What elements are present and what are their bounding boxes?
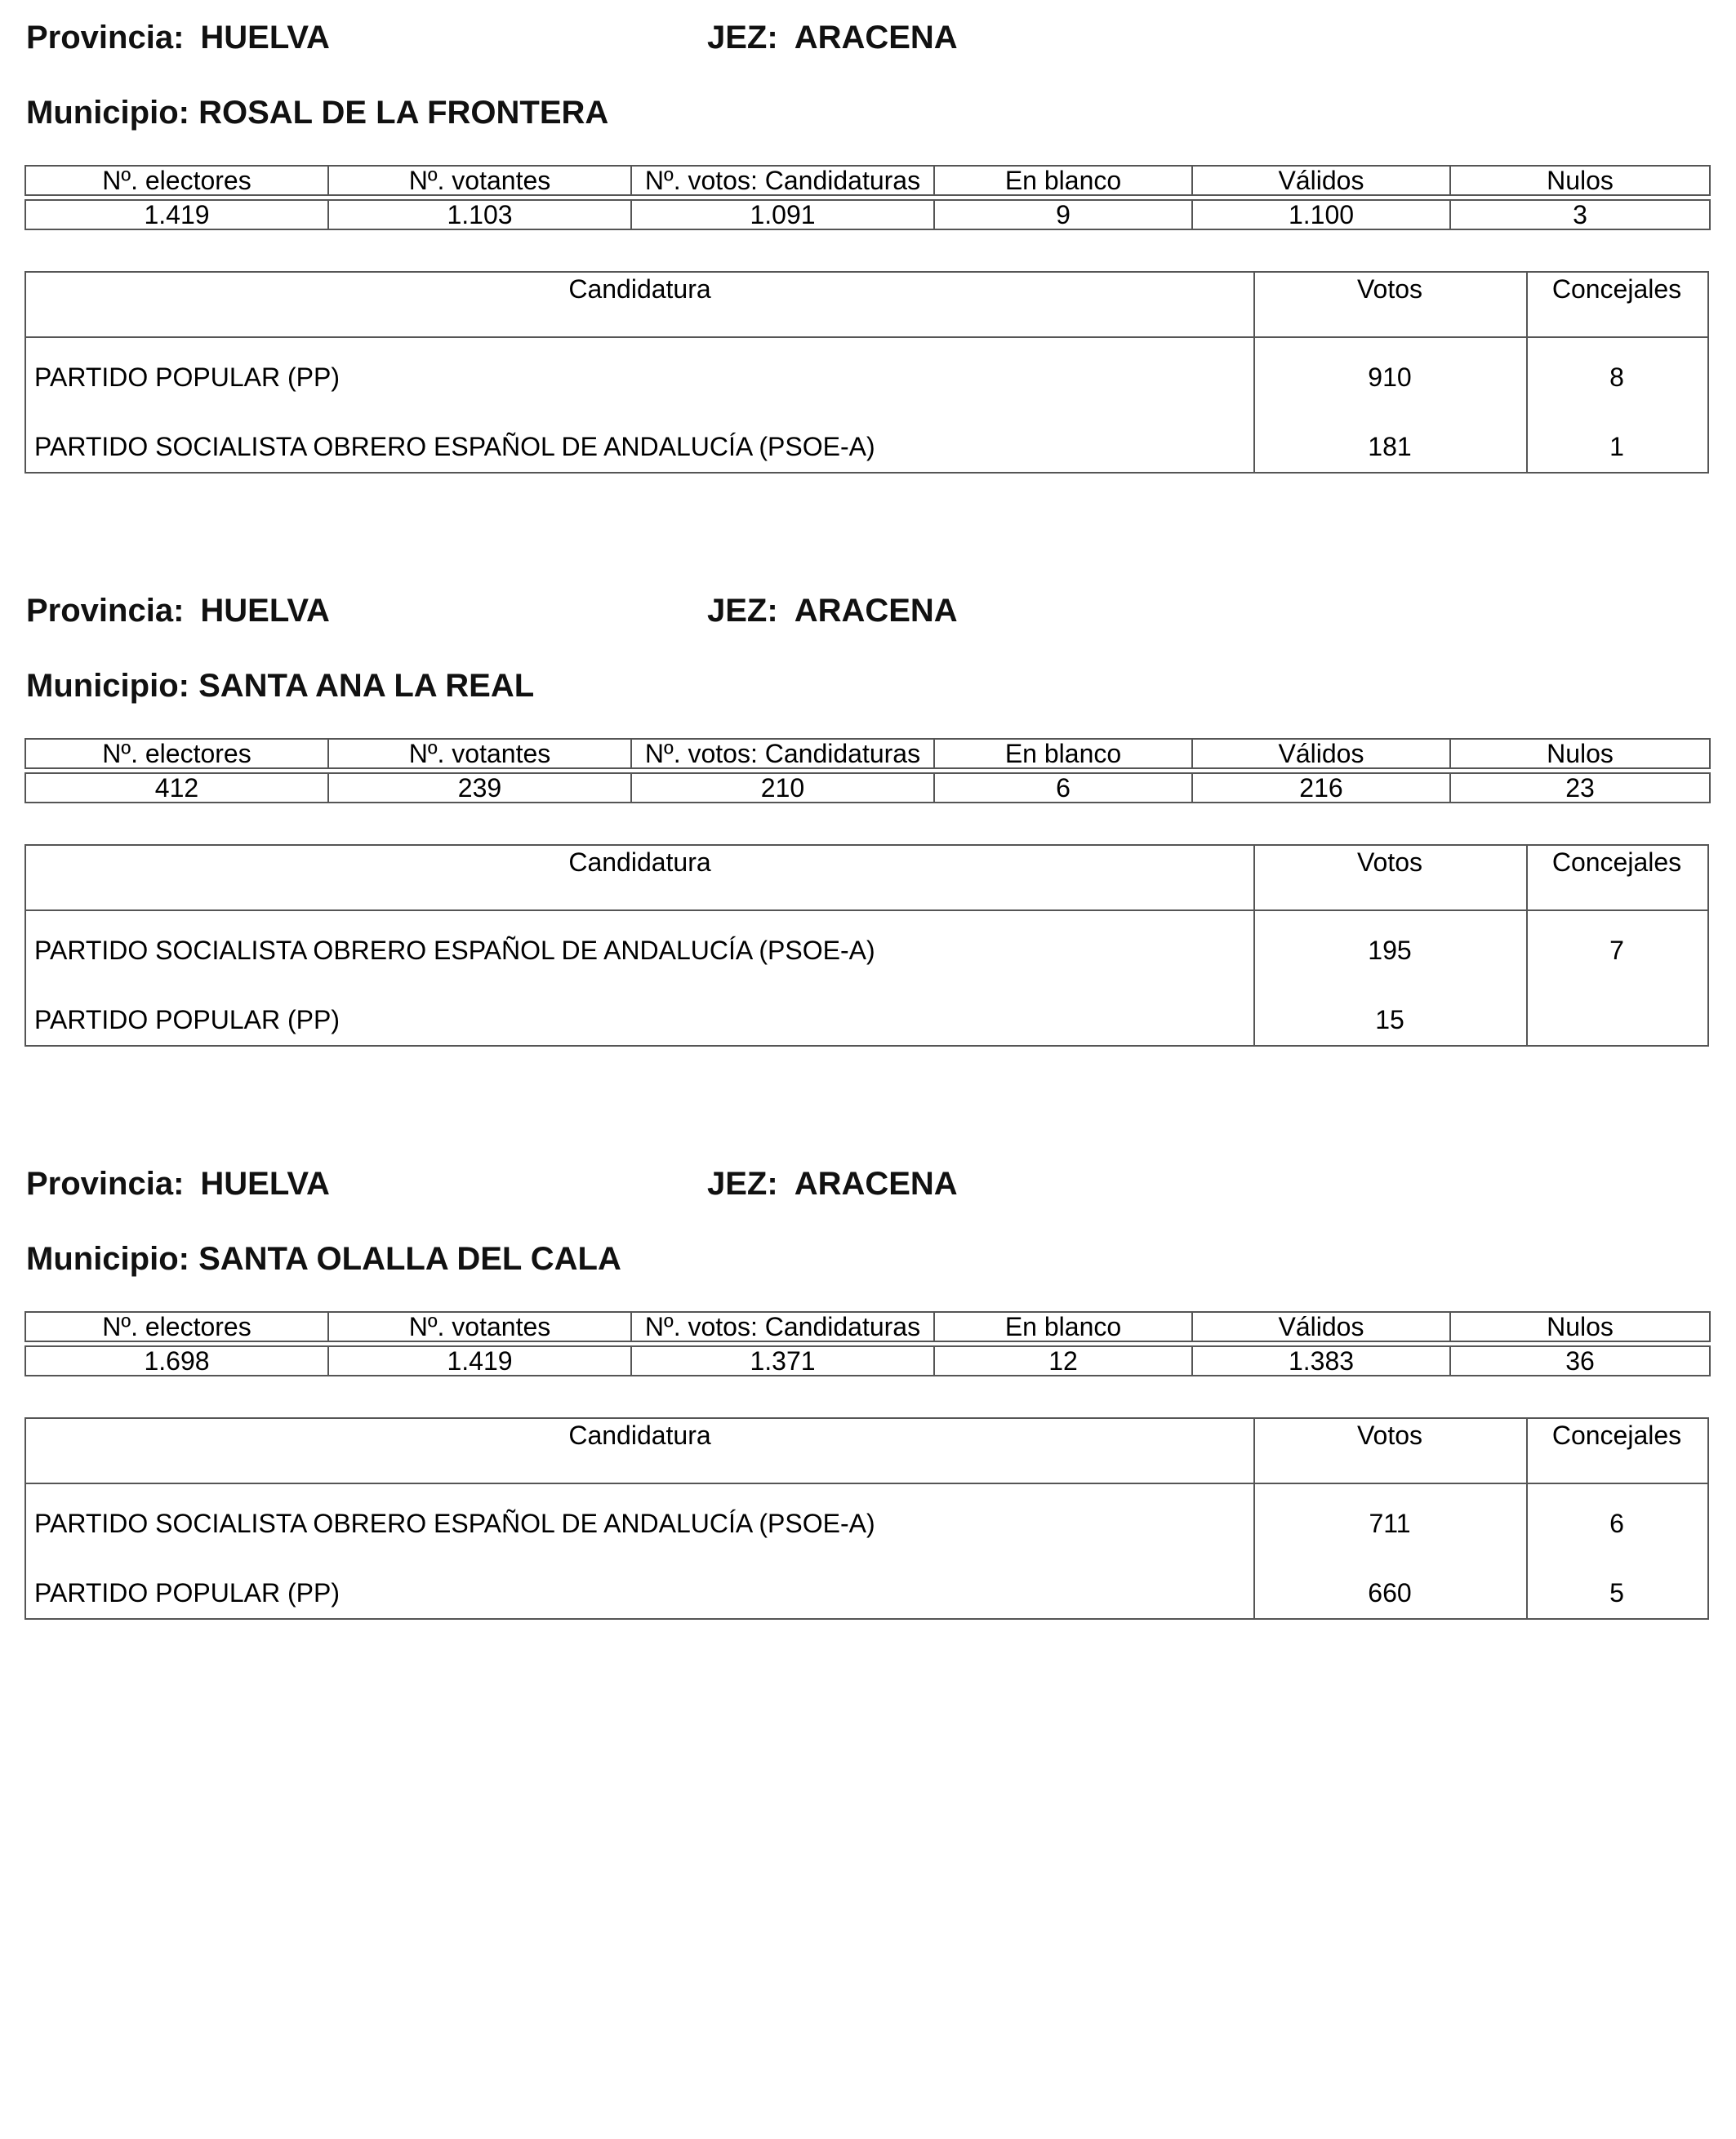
provincia-heading [26, 1167, 330, 1200]
municipio-value: SANTA ANA LA REAL [198, 668, 535, 704]
header-divider [26, 336, 1707, 338]
stats-value-en-blanco: 9 [934, 200, 1192, 229]
municipio-label: Municipio: [26, 1241, 189, 1277]
provincia-label: Provincia: [26, 1166, 185, 1202]
candidatura-votos: 195 [1368, 936, 1412, 965]
stats-value-votantes: 239 [328, 773, 631, 803]
municipio-section [0, 573, 1736, 1145]
candidatura-votos: 15 [1375, 1005, 1404, 1034]
stats-value-votos-candidaturas: 1.371 [631, 1346, 934, 1376]
stats-value-votantes: 1.103 [328, 200, 631, 229]
candidatura-votos: 910 [1368, 362, 1412, 392]
candidatura-votos: 181 [1368, 432, 1412, 461]
votos-header: Votos [1356, 1421, 1423, 1450]
stats-value-en-blanco: 12 [934, 1346, 1192, 1376]
stats-header-validos: Válidos [1192, 166, 1450, 195]
stats-header-validos: Válidos [1192, 739, 1450, 768]
candidatura-row [26, 361, 1707, 394]
stats-value-votos-candidaturas: 1.091 [631, 200, 934, 229]
candidatura-name: PARTIDO POPULAR (PP) [34, 1005, 340, 1034]
stats-header-votantes: Nº. votantes [328, 739, 631, 768]
candidatura-row [26, 1507, 1707, 1540]
municipio-label: Municipio: [26, 668, 189, 704]
candidatura-row [26, 1003, 1707, 1036]
municipio-section [0, 0, 1736, 571]
candidaturas-table [24, 1417, 1709, 1620]
votos-header: Votos [1356, 847, 1423, 877]
stats-header-validos: Válidos [1192, 1312, 1450, 1341]
jez-label: JEZ: [707, 1166, 778, 1202]
stats-value-row [25, 773, 1710, 803]
concejales-header: Concejales [1551, 274, 1682, 304]
candidatura-votos: 711 [1369, 1509, 1411, 1538]
jez-value: ARACENA [794, 20, 958, 56]
stats-header-en-blanco: En blanco [934, 1312, 1192, 1341]
candidatura-concejales: 5 [1609, 1578, 1624, 1608]
jez-value: ARACENA [794, 593, 958, 629]
votos-header: Votos [1356, 274, 1423, 304]
provincia-label: Provincia: [26, 593, 185, 629]
stats-value-row [25, 200, 1710, 229]
candidatura-row [26, 934, 1707, 967]
municipio-heading [26, 1243, 621, 1275]
candidatura-row [26, 430, 1707, 463]
provincia-heading [26, 21, 330, 54]
candidaturas-table [24, 844, 1709, 1047]
stats-header-nulos: Nulos [1450, 166, 1710, 195]
municipio-heading [26, 669, 534, 702]
stats-value-nulos: 36 [1450, 1346, 1710, 1376]
candidatura-header: Candidatura [568, 1421, 711, 1450]
stats-value-nulos: 23 [1450, 773, 1710, 803]
stats-table [24, 738, 1711, 803]
stats-value-validos: 216 [1192, 773, 1450, 803]
municipio-section [0, 1146, 1736, 1718]
stats-table [24, 165, 1711, 230]
provincia-label: Provincia: [26, 20, 185, 56]
stats-header-row [25, 166, 1710, 195]
stats-value-electores: 1.419 [25, 200, 328, 229]
stats-header-votantes: Nº. votantes [328, 1312, 631, 1341]
concejales-header: Concejales [1551, 1421, 1682, 1450]
candidatura-row [26, 1576, 1707, 1609]
candidatura-name: PARTIDO POPULAR (PP) [34, 362, 340, 392]
provincia-value: HUELVA [200, 1166, 330, 1202]
stats-value-votos-candidaturas: 210 [631, 773, 934, 803]
stats-value-electores: 412 [25, 773, 328, 803]
stats-header-row [25, 739, 1710, 768]
candidatura-header: Candidatura [568, 847, 711, 877]
stats-header-electores: Nº. electores [25, 739, 328, 768]
stats-header-electores: Nº. electores [25, 1312, 328, 1341]
jez-heading [707, 594, 958, 627]
jez-heading [707, 1167, 958, 1200]
header-divider [26, 1483, 1707, 1484]
candidatura-votos: 660 [1368, 1578, 1412, 1608]
header-divider [26, 909, 1707, 911]
stats-header-electores: Nº. electores [25, 166, 328, 195]
municipio-value: ROSAL DE LA FRONTERA [198, 95, 609, 131]
candidatura-concejales: 8 [1609, 362, 1624, 392]
stats-header-en-blanco: En blanco [934, 166, 1192, 195]
provincia-heading [26, 594, 330, 627]
stats-value-votantes: 1.419 [328, 1346, 631, 1376]
candidatura-concejales: 7 [1609, 936, 1624, 965]
candidatura-name: PARTIDO SOCIALISTA OBRERO ESPAÑOL DE ANDALUCÍA (PSOE-A) [34, 432, 875, 461]
stats-value-validos: 1.100 [1192, 200, 1450, 229]
stats-value-nulos: 3 [1450, 200, 1710, 229]
stats-value-en-blanco: 6 [934, 773, 1192, 803]
candidatura-header: Candidatura [568, 274, 711, 304]
candidatura-concejales: 1 [1609, 432, 1624, 461]
candidatura-name: PARTIDO SOCIALISTA OBRERO ESPAÑOL DE ANDALUCÍA (PSOE-A) [34, 1509, 875, 1538]
provincia-value: HUELVA [200, 20, 330, 56]
stats-header-row [25, 1312, 1710, 1341]
candidatura-name: PARTIDO SOCIALISTA OBRERO ESPAÑOL DE ANDALUCÍA (PSOE-A) [34, 936, 875, 965]
candidatura-concejales: 6 [1609, 1509, 1624, 1538]
stats-value-validos: 1.383 [1192, 1346, 1450, 1376]
jez-label: JEZ: [707, 593, 778, 629]
stats-header-votantes: Nº. votantes [328, 166, 631, 195]
jez-heading [707, 21, 958, 54]
jez-label: JEZ: [707, 20, 778, 56]
municipio-heading [26, 96, 608, 129]
stats-header-votos-candidaturas: Nº. votos: Candidaturas [631, 739, 934, 768]
stats-header-votos-candidaturas: Nº. votos: Candidaturas [631, 1312, 934, 1341]
provincia-value: HUELVA [200, 593, 330, 629]
candidatura-name: PARTIDO POPULAR (PP) [34, 1578, 340, 1608]
stats-header-nulos: Nulos [1450, 739, 1710, 768]
candidaturas-table [24, 271, 1709, 474]
stats-header-votos-candidaturas: Nº. votos: Candidaturas [631, 166, 934, 195]
stats-header-en-blanco: En blanco [934, 739, 1192, 768]
stats-header-nulos: Nulos [1450, 1312, 1710, 1341]
municipio-label: Municipio: [26, 95, 189, 131]
stats-table [24, 1311, 1711, 1376]
jez-value: ARACENA [794, 1166, 958, 1202]
concejales-header: Concejales [1551, 847, 1682, 877]
stats-value-row [25, 1346, 1710, 1376]
stats-value-electores: 1.698 [25, 1346, 328, 1376]
municipio-value: SANTA OLALLA DEL CALA [198, 1241, 621, 1277]
